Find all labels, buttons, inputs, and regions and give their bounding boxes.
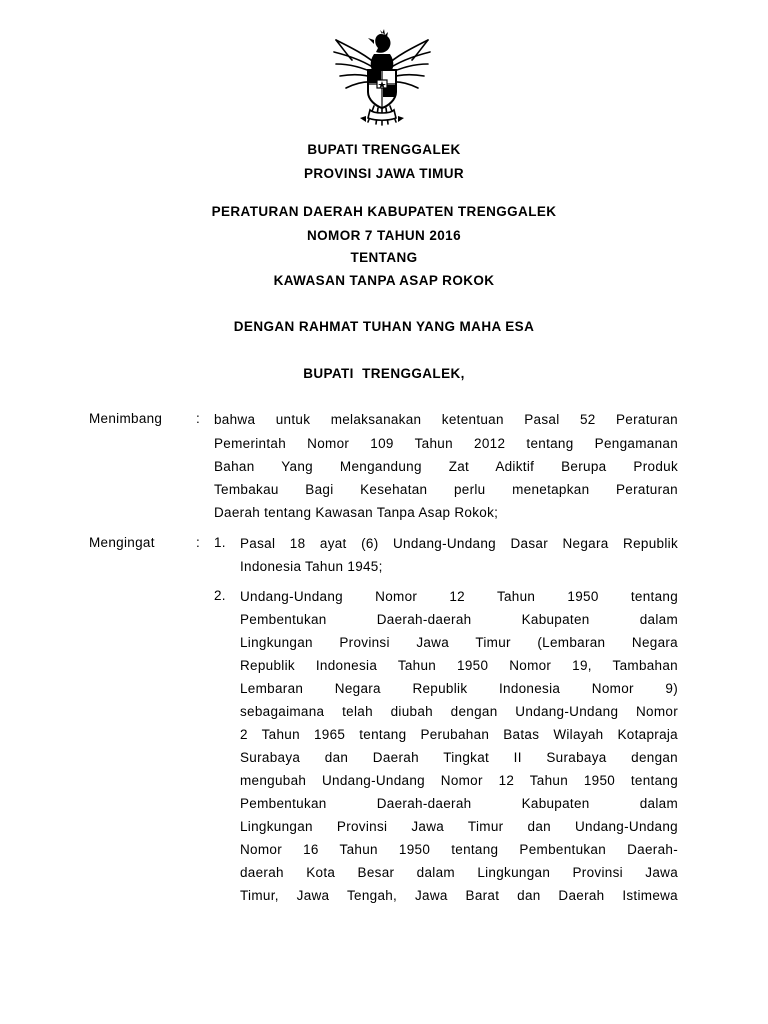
regent-heading: BUPATI TRENGGALEK <box>307 142 461 157</box>
item-line: mengubah Undang-Undang Nomor 12 Tahun 1950 tentang <box>240 773 678 788</box>
item-line: daerah Kota Besar dalam Lingkungan Provinsi Jawa <box>240 865 678 880</box>
item-line: Undang-Undang Nomor 12 Tahun 1950 tentang <box>240 589 678 604</box>
item-line: Lembaran Negara Republik Indonesia Nomor 9) <box>240 681 678 696</box>
item-line: Timur, Jawa Tengah, Jawa Barat dan Daerah Istimewa <box>240 888 678 903</box>
item-line: Lingkungan Provinsi Jawa Timur (Lembaran Negara <box>240 635 678 650</box>
item-number: 1. <box>214 535 226 550</box>
item-line: Nomor 16 Tahun 1950 tentang Pembentukan Daerah- <box>240 842 678 857</box>
regulation-about: TENTANG <box>350 250 418 265</box>
regulation-subject: KAWASAN TANPA ASAP ROKOK <box>273 273 495 288</box>
menimbang-line: Pemerintah Nomor 109 Tahun 2012 tentang Pengamanan <box>214 436 678 451</box>
regulation-title: PERATURAN DAERAH KABUPATEN TRENGGALEK <box>211 204 557 219</box>
item-line: Pasal 18 ayat (6) Undang-Undang Dasar Negara Republik <box>240 536 678 551</box>
preamble: DENGAN RAHMAT TUHAN YANG MAHA ESA <box>233 319 535 334</box>
regulation-number: NOMOR 7 TAHUN 2016 <box>307 228 461 243</box>
mengingat-colon: : <box>196 535 200 550</box>
garuda-emblem <box>330 26 434 132</box>
province-heading: PROVINSI JAWA TIMUR <box>303 166 465 181</box>
menimbang-line: Daerah tentang Kawasan Tanpa Asap Rokok; <box>214 505 499 520</box>
mengingat-label: Mengingat <box>89 535 155 550</box>
menimbang-line: Tembakau Bagi Kesehatan perlu menetapkan Peraturan <box>214 482 678 497</box>
item-line: Surabaya dan Daerah Tingkat II Surabaya dengan <box>240 750 678 765</box>
item-line: Republik Indonesia Tahun 1950 Nomor 19, Tambahan <box>240 658 678 673</box>
menimbang-line: bahwa untuk melaksanakan ketentuan Pasal 52 Peraturan <box>214 412 678 427</box>
item-line: sebagaimana telah diubah dengan Undang-Undang Nomor <box>240 704 678 719</box>
menimbang-line: Bahan Yang Mengandung Zat Adiktif Berupa Produk <box>214 459 678 474</box>
authority-line: BUPATI TRENGGALEK, <box>303 366 465 381</box>
item-line: Pembentukan Daerah-daerah Kabupaten dalam <box>240 796 678 811</box>
item-line: Pembentukan Daerah-daerah Kabupaten dalam <box>240 612 678 627</box>
item-number: 2. <box>214 588 226 603</box>
menimbang-label: Menimbang <box>89 411 163 426</box>
item-line: Lingkungan Provinsi Jawa Timur dan Undang-Undang <box>240 819 678 834</box>
item-line: Indonesia Tahun 1945; <box>240 559 383 574</box>
menimbang-colon: : <box>196 411 200 426</box>
item-line: 2 Tahun 1965 tentang Perubahan Batas Wilayah Kotapraja <box>240 727 678 742</box>
